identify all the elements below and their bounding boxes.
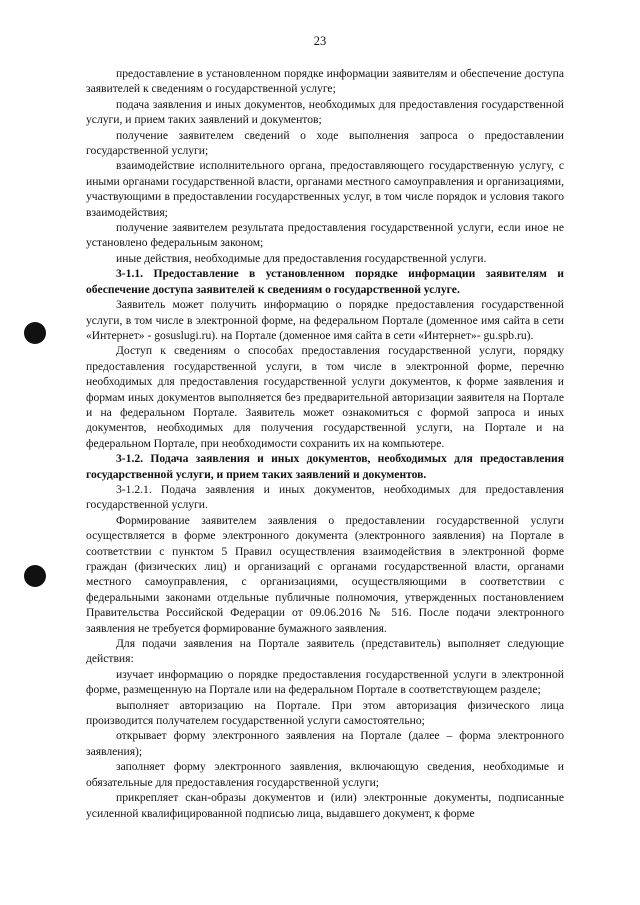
paragraph: открывает форму электронного заявления на Портале (далее – форма электронного заявления); (86, 729, 564, 758)
section-heading: 3-1.1. Предоставление в установленном порядке информации заявителям и обеспечение доступа заявителей к сведениям о государственной услуге. (86, 267, 564, 296)
paragraph: иные действия, необходимые для предоставления государственной услуги. (116, 251, 487, 265)
paragraph: заполняет форму электронного заявления, включающую сведения, необходимые и обязательные для предоставления государственной услуги; (86, 760, 564, 789)
paragraph: Заявитель может получить информацию о порядке предоставления государственной услуги, в том числе в электронной форме, на федеральном Портале (доменное имя сайта в сети «Интернет» - gosuslugi.ru). на Портале (доменное имя сайта в сети «Интернет»- gu.spb.ru). (86, 298, 564, 342)
paragraph: Формирование заявителем заявления о предоставлении государственной услуги осуществляется в форме электронного документа (электронного заявления) на Портале в соответствии с пунктом 5 Правил осуществления взаимодействия в электронной форме граждан (физических лиц) и организаций с органами государственной власти, органами местного самоуправления, с организациями, осуществляющими в соответствии с федеральными законами отдельные публичные полномочия, утвержденных постановлением Правительства Российской Федерации от 09.06.2016 № 516. После подачи электронного заявления не требуется формирование бумажного заявления. (86, 513, 564, 635)
paragraph: 3-1.2.1. Подача заявления и иных документов, необходимых для предоставления государственной услуги. (86, 482, 564, 512)
paragraph: получение заявителем сведений о ходе выполнения запроса о предоставлении государственной услуги; (86, 128, 564, 158)
paragraph: прикрепляет скан-образы документов и (или) электронные документы, подписанные усиленной квалифицированной подписью лица, выдавшего документ, к форме (86, 791, 564, 820)
section-heading: 3-1.2. Подача заявления и иных документов, необходимых для предоставления государственной услуги, и прием таких заявлений и документов. (86, 452, 564, 481)
paragraph: изучает информацию о порядке предоставления государственной услуги в электронной форме, размещенную на Портале или на федеральном Портале в соответствующем разделе; (86, 667, 564, 697)
paragraph: подача заявления и иных документов, необходимых для предоставления государственной услуги, и прием таких заявлений и документов; (86, 97, 564, 127)
punch-hole-bottom (24, 565, 46, 587)
paragraph: Для подачи заявления на Портале заявитель (представитель) выполняет следующие действия: (86, 637, 564, 666)
paragraph: Доступ к сведениям о способах предоставления государственной услуги, порядку предоставления государственной услуги, в том числе в электронной форме, перечню необходимых для предоставления государственной услуги документов, к форме заявления и формам иных документов выполняется без предварительной авторизации заявителя на Портале и на федеральном Портале. Заявитель может ознакомиться с формой запроса и иных документов, необходимых для получения государственной услуги, на Портале и на федеральном Портале, при необходимости сохранить их на компьютере. (86, 344, 564, 450)
document-body (86, 66, 564, 821)
page-number: 23 (313, 34, 327, 48)
paragraph: предоставление в установленном порядке информации заявителям и обеспечение доступа заявителей к сведениям о государственной услуге; (86, 67, 564, 96)
punch-hole-top (24, 322, 46, 344)
paragraph: выполняет авторизацию на Портале. При этом авторизация физического лица производится получателем государственной услуги самостоятельно; (86, 698, 564, 728)
paragraph: взаимодействие исполнительного органа, предоставляющего государственную услугу, с иными органами государственной власти, органами местного самоуправления и организациями, участвующими в предоставлении государственных услуг, в том числе порядок и условия такого взаимодействия; (86, 159, 564, 219)
paragraph: получение заявителем результата предоставления государственной услуги, если иное не установлено федеральным законом; (86, 221, 564, 250)
